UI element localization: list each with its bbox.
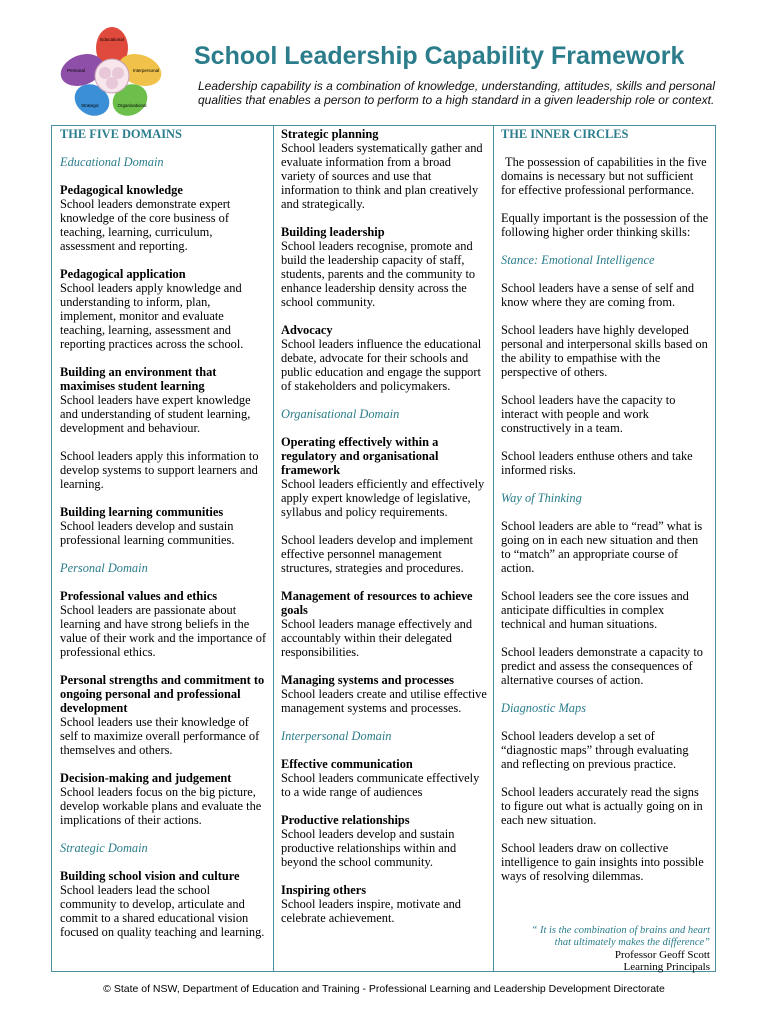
inner-circles-heading: THE INNER CIRCLES <box>501 127 629 141</box>
page-title: School Leadership Capability Framework <box>194 42 685 70</box>
pedagogical-knowledge <box>60 183 268 253</box>
logo-label-educational: Educational <box>100 37 124 42</box>
logo-label-organisational: Organisational <box>117 103 147 108</box>
learning-communities-text: School leaders develop and sustain professional learning communities. <box>60 519 235 547</box>
page-subtitle: Leadership capability is a combination of knowledge, understanding, attitudes, skills and personal qualities that enables a person to perform to a high standard in a given leadership role or context. <box>198 79 715 107</box>
way-of-thinking-heading: Way of Thinking <box>501 491 582 505</box>
diagnostic-maps-heading: Diagnostic Maps <box>501 701 587 715</box>
learning-environment-text: School leaders have expert knowledge and understanding of student learning, development and behaviour. <box>60 393 251 435</box>
inspiring-others <box>281 883 488 925</box>
closing-quote <box>500 925 710 973</box>
quote-line-1: “ It is the combination of brains and heart <box>531 925 710 936</box>
interpersonal-domain-heading: Interpersonal Domain <box>281 729 392 743</box>
productive-relationships-text: School leaders develop and sustain productive relationships within and beyond the school community. <box>281 827 457 869</box>
logo-label-interpersonal: Interpersonal <box>132 68 160 73</box>
pedagogical-knowledge-text: School leaders demonstrate expert knowledge of the core business of teaching, learning, curriculum, assessment and reporting. <box>60 197 231 253</box>
operating-effectively-text-2: School leaders develop and implement effective personnel management structures, strategies and procedures. <box>281 533 474 575</box>
building-leadership <box>281 225 488 309</box>
column-divider-1 <box>273 125 274 972</box>
strategic-planning-text: School leaders systematically gather and evaluate information from a broad variety of sources and use that information to think and plan creatively and strategically. <box>281 141 483 211</box>
inspiring-others-text: School leaders inspire, motivate and celebrate achievement. <box>281 897 461 925</box>
managing-systems-title: Managing systems and processes <box>281 673 454 687</box>
stance-heading: Stance: Emotional Intelligence <box>501 253 655 267</box>
effective-communication <box>281 757 488 799</box>
pedagogical-application-title: Pedagogical application <box>60 267 186 281</box>
column-inner-circles <box>501 127 709 897</box>
inner-circles-intro-1: The possession of capabilities in the five domains is necessary but not sufficient for effective professional performance. <box>501 155 707 197</box>
building-leadership-text: School leaders recognise, promote and build the leadership capacity of staff, students, parents and the community to enhance leadership density across the school community. <box>281 239 476 309</box>
educational-domain-heading: Educational Domain <box>60 155 164 169</box>
effective-communication-title: Effective communication <box>281 757 413 771</box>
managing-systems <box>281 673 488 715</box>
column-divider-2 <box>493 125 494 972</box>
managing-systems-text: School leaders create and utilise effective management systems and processes. <box>281 687 487 715</box>
management-of-resources <box>281 589 488 659</box>
thinking-item-2: School leaders see the core issues and anticipate difficulties in complex technical and human situations. <box>501 589 689 631</box>
inner-circles-intro-2: Equally important is the possession of the following higher order thinking skills: <box>501 211 709 239</box>
school-vision-text: School leaders lead the school community to develop, articulate and commit to a shared educational vision focused on quality teaching and learning. <box>60 883 265 939</box>
pedagogical-application-text: School leaders apply knowledge and understanding to inform, plan, implement, monitor and evaluate teaching, learning, assessment and reporting practices across the school. <box>60 281 244 351</box>
operating-effectively-title: Operating effectively within a regulatory and organisational framework <box>281 435 439 477</box>
management-of-resources-title: Management of resources to achieve goals <box>281 589 473 617</box>
decision-making-title: Decision-making and judgement <box>60 771 232 785</box>
pedagogical-application <box>60 267 268 351</box>
advocacy-title: Advocacy <box>281 323 333 337</box>
maps-item-3: School leaders draw on collective intelligence to gain insights into possible ways of resolving dilemmas. <box>501 841 704 883</box>
advocacy <box>281 323 488 393</box>
domains-flower-logo <box>56 26 168 120</box>
personal-strengths <box>60 673 268 757</box>
personal-domain-heading: Personal Domain <box>60 561 148 575</box>
quote-author: Professor Geoff Scott <box>614 949 710 961</box>
management-of-resources-text: School leaders manage effectively and accountably within their delegated responsibilities. <box>281 617 473 659</box>
strategic-planning <box>281 127 488 211</box>
values-ethics-title: Professional values and ethics <box>60 589 218 603</box>
stance-item-4: School leaders enthuse others and take informed risks. <box>501 449 693 477</box>
learning-communities <box>60 505 268 547</box>
learning-environment-title: Building an environment that maximises student learning <box>60 365 217 393</box>
maps-item-2: School leaders accurately read the signs to figure out what is actually going on in each new situation. <box>501 785 703 827</box>
learning-environment-text-2: School leaders apply this information to develop systems to support learners and learning. <box>60 449 259 491</box>
personal-strengths-title: Personal strengths and commitment to ongoing personal and professional development <box>60 673 265 715</box>
copyright-footer: © State of NSW, Department of Education and Training - Professional Learning and Leadership Development Directorate <box>103 983 665 995</box>
thinking-item-1: School leaders are able to “read” what is going on in each new situation and then to “match” an appropriate course of action. <box>501 519 703 575</box>
logo-label-personal: Personal <box>67 68 85 73</box>
five-domains-heading: THE FIVE DOMAINS <box>60 127 182 141</box>
organisational-domain-heading: Organisational Domain <box>281 407 400 421</box>
productive-relationships-title: Productive relationships <box>281 813 410 827</box>
column-five-domains <box>60 127 268 953</box>
operating-effectively <box>281 435 488 519</box>
page-header <box>0 0 768 122</box>
quote-source: Learning Principals <box>623 961 710 973</box>
values-ethics-text: School leaders are passionate about learning and have strong beliefs in the value of their work and the importance of professional ethics. <box>60 603 267 659</box>
learning-environment <box>60 365 268 435</box>
maps-item-1: School leaders develop a set of “diagnostic maps” through evaluating and reflecting on previous practice. <box>501 729 689 771</box>
building-leadership-title: Building leadership <box>281 225 385 239</box>
strategic-domain-heading: Strategic Domain <box>60 841 148 855</box>
values-ethics <box>60 589 268 659</box>
stance-item-3: School leaders have the capacity to interact with people and work constructively in a team. <box>501 393 676 435</box>
learning-communities-title: Building learning communities <box>60 505 224 519</box>
stance-item-1: School leaders have a sense of self and know where they are coming from. <box>501 281 695 309</box>
strategic-planning-title: Strategic planning <box>281 127 379 141</box>
stance-item-2: School leaders have highly developed personal and interpersonal skills based on the ability to empathise with the perspective of others. <box>501 323 708 379</box>
effective-communication-text: School leaders communicate effectively to a wide range of audiences <box>281 771 480 799</box>
school-vision <box>60 869 268 939</box>
inspiring-others-title: Inspiring others <box>281 883 367 897</box>
decision-making <box>60 771 268 827</box>
school-vision-title: Building school vision and culture <box>60 869 240 883</box>
personal-strengths-text: School leaders use their knowledge of self to maximize overall performance of themselves and others. <box>60 715 260 757</box>
pedagogical-knowledge-title: Pedagogical knowledge <box>60 183 183 197</box>
column-domains-continued <box>281 127 488 939</box>
productive-relationships <box>281 813 488 869</box>
operating-effectively-text: School leaders efficiently and effectively apply expert knowledge of legislative, syllabus and policy requirements. <box>281 477 485 519</box>
quote-line-2: that ultimately makes the difference” <box>554 937 710 948</box>
thinking-item-3: School leaders demonstrate a capacity to predict and assess the consequences of alternative courses of action. <box>501 645 703 687</box>
decision-making-text: School leaders focus on the big picture, develop workable plans and evaluate the implications of their actions. <box>60 785 262 827</box>
logo-label-strategic: Strategic <box>81 103 99 108</box>
advocacy-text: School leaders influence the educational debate, advocate for their schools and public education and engage the support of stakeholders and policymakers. <box>281 337 482 393</box>
